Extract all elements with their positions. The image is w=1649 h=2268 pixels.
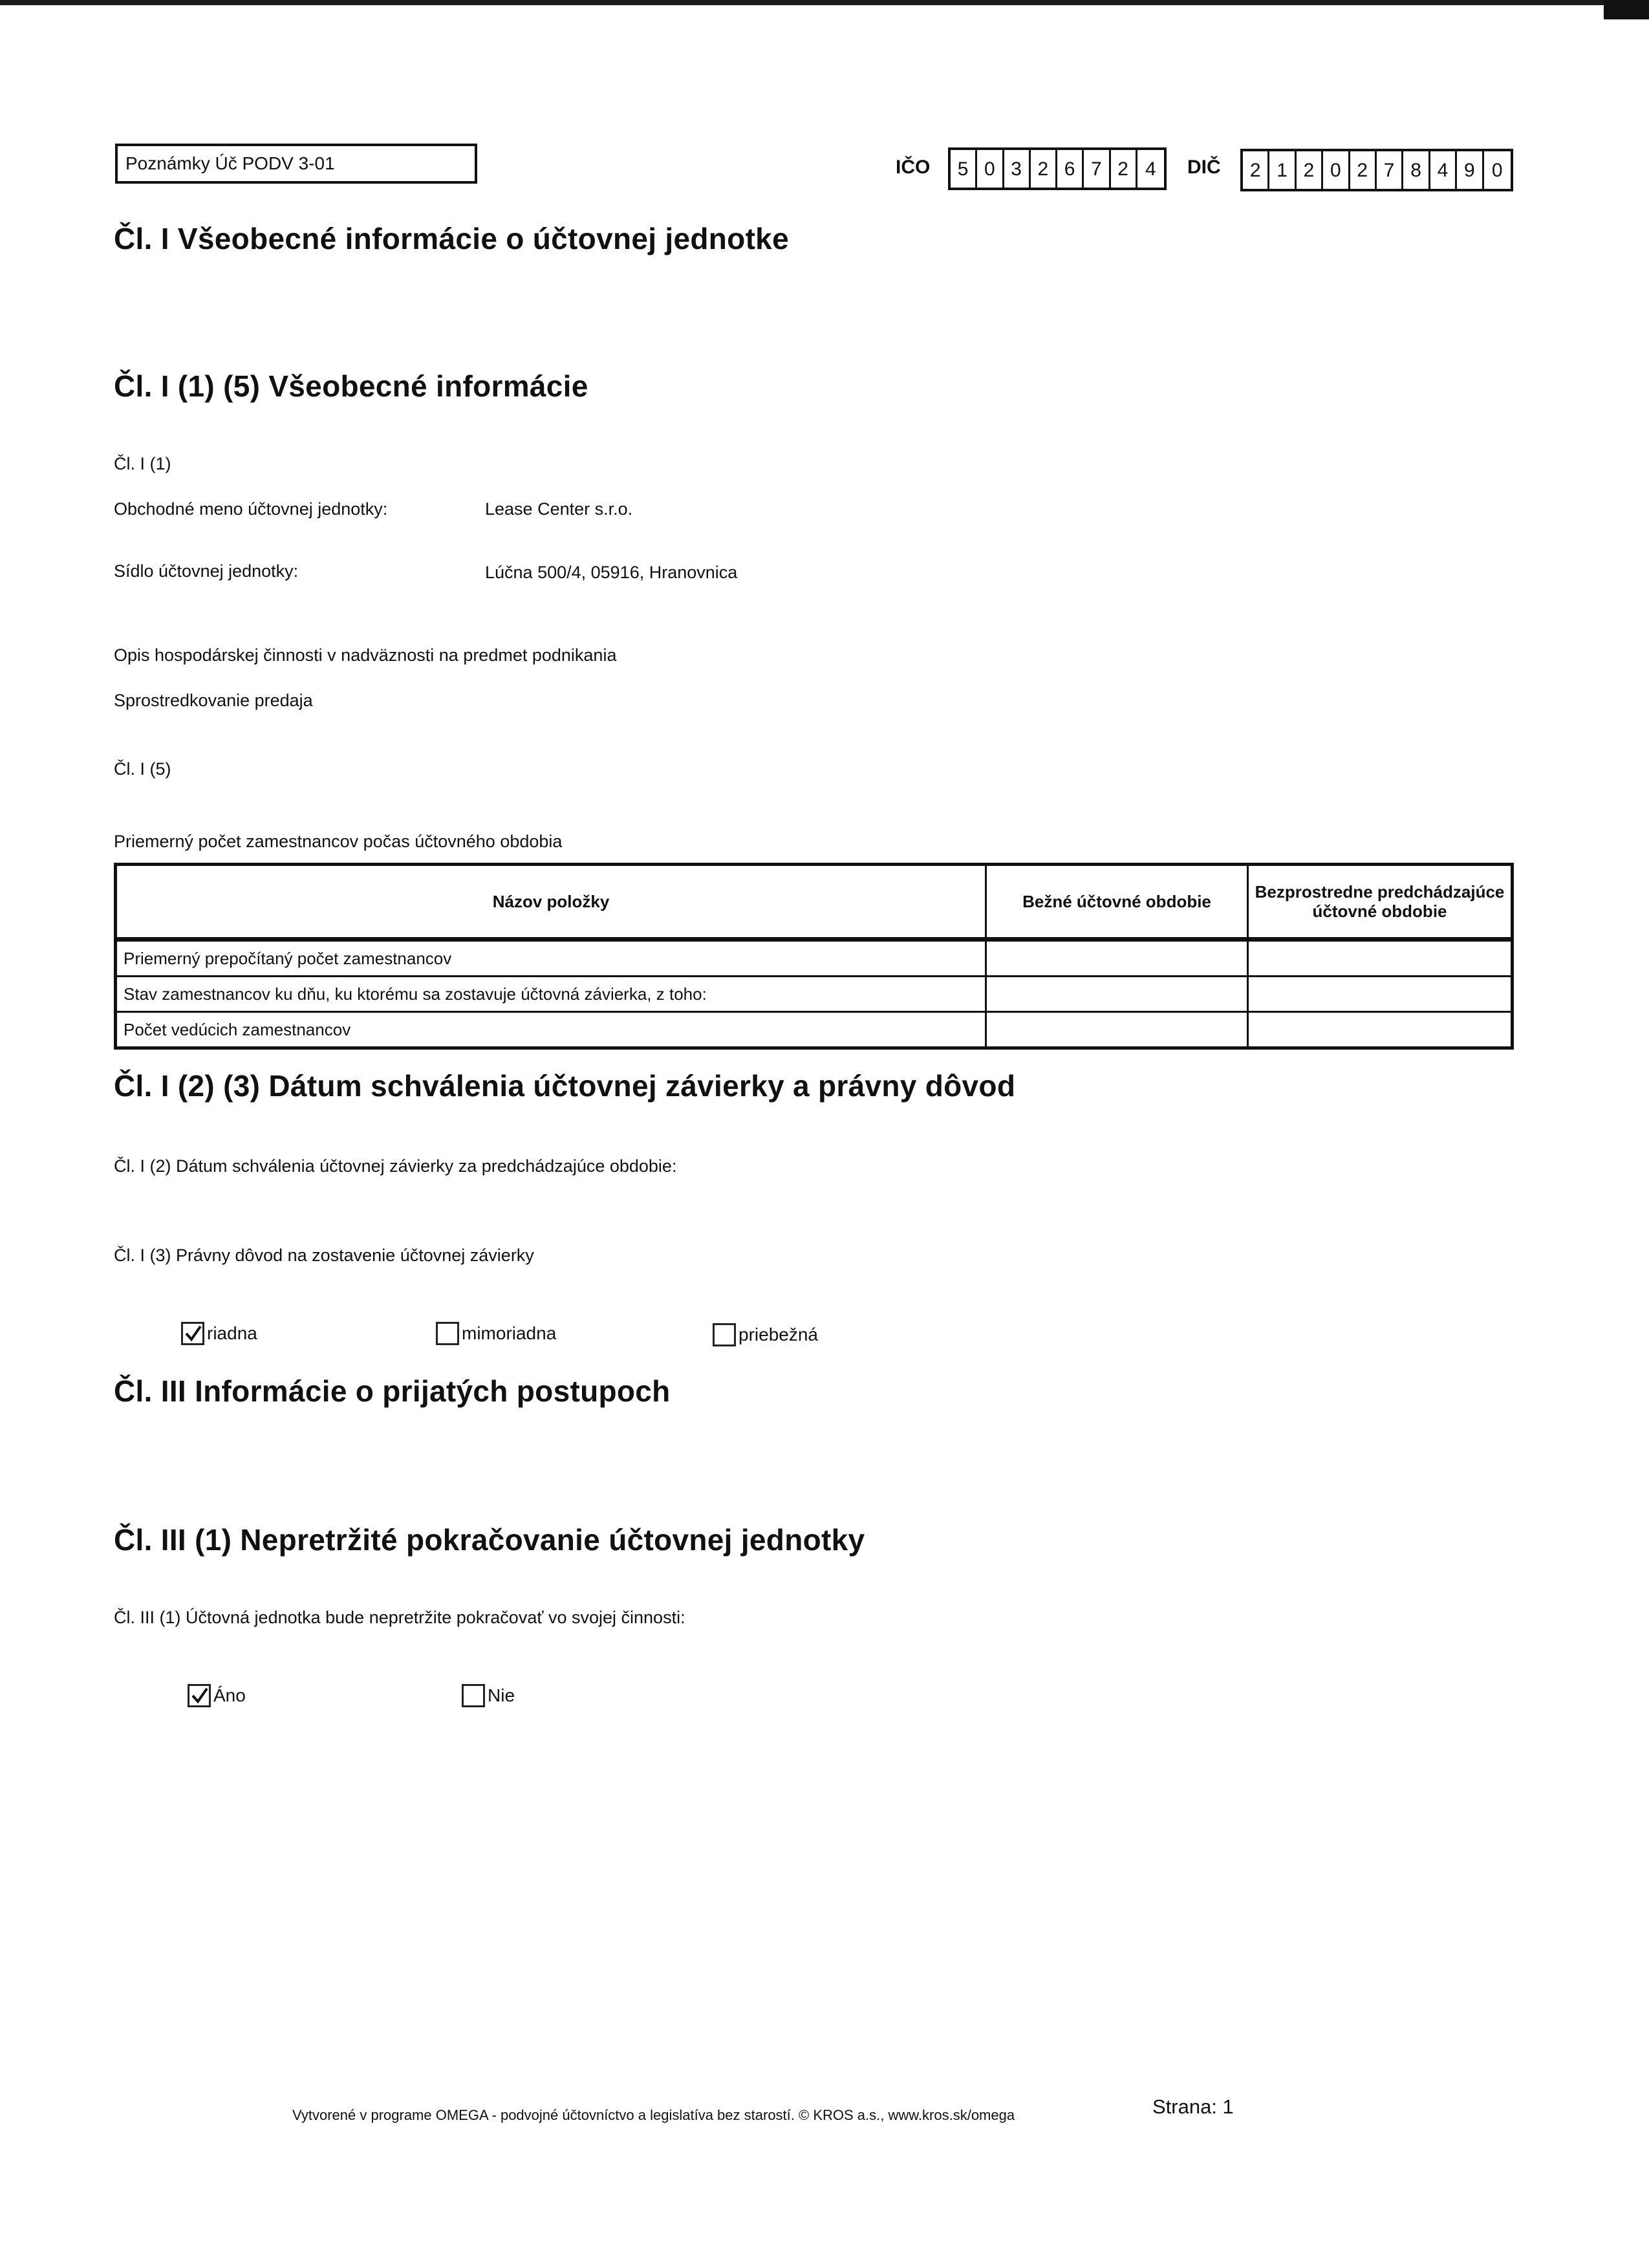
checkbox-label: riadna [207, 1323, 257, 1343]
table-header-row [116, 865, 1513, 940]
ico-digit: 7 [1084, 150, 1110, 188]
form-code-box: Poznámky Úč PODV 3-01 [115, 144, 477, 184]
row-label: Priemerný prepočítaný počet zamestnancov [116, 940, 986, 977]
activity-label: Opis hospodárskej činnosti v nadväznosti na predmet podnikania [114, 645, 617, 665]
approval-date-label: Čl. I (2) Dátum schválenia účtovnej závierky za predchádzajúce obdobie: [114, 1156, 677, 1176]
checkbox-ano[interactable] [188, 1684, 246, 1707]
ico-label: IČO [896, 157, 931, 178]
seat-label: Sídlo účtovnej jednotky: [114, 561, 299, 581]
ico-digit-boxes [948, 147, 1167, 190]
dic-digit: 2 [1350, 151, 1377, 189]
continuity-label: Čl. III (1) Účtovná jednotka bude nepretržite pokračovať vo svojej činnosti: [114, 1608, 685, 1627]
page-number: Strana: 1 [1152, 2095, 1234, 2118]
table-row [116, 940, 1513, 977]
employee-table [114, 863, 1514, 1050]
checkbox-riadna[interactable] [181, 1322, 257, 1345]
checkbox-label: mimoriadna [462, 1323, 557, 1343]
ico-digit: 3 [1004, 150, 1031, 188]
company-name-value: Lease Center s.r.o. [485, 499, 633, 519]
ico-digit: 6 [1057, 150, 1084, 188]
section-2-title: Čl. I (2) (3) Dátum schválenia účtovnej závierky a právny dôvod [114, 1069, 1016, 1103]
ref-cl-i-5: Čl. I (5) [114, 759, 171, 779]
company-name-label: Obchodné meno účtovnej jednotky: [114, 499, 388, 519]
cell-previous [1248, 1012, 1513, 1048]
dic-digit: 8 [1403, 151, 1430, 189]
section-1-title: Čl. I Všeobecné informácie o účtovnej jednotke [114, 222, 789, 255]
dic-digit: 9 [1457, 151, 1483, 189]
table-row [116, 1012, 1513, 1048]
activity-value: Sprostredkovanie predaja [114, 691, 313, 710]
checkbox-mimoriadna[interactable] [436, 1322, 556, 1345]
dic-digit: 7 [1377, 151, 1403, 189]
ico-digit: 5 [951, 150, 977, 188]
checkbox-box[interactable] [188, 1684, 211, 1707]
checkbox-label: Áno [213, 1685, 246, 1705]
section-1-subtitle: Čl. I (1) (5) Všeobecné informácie [114, 369, 588, 403]
checkmark-icon [191, 1687, 209, 1705]
column-header-item: Názov položky [116, 865, 986, 940]
ref-cl-i-1: Čl. I (1) [114, 454, 171, 473]
cell-current [986, 940, 1248, 977]
seat-value: Lúčna 500/4, 05916, Hranovnica [485, 563, 738, 582]
checkbox-box[interactable] [713, 1323, 736, 1346]
dic-digit: 0 [1323, 151, 1350, 189]
ico-digit: 2 [1111, 150, 1137, 188]
checkmark-icon [184, 1324, 202, 1343]
cell-previous [1248, 940, 1513, 977]
column-header-current-period: Bežné účtovné obdobie [986, 865, 1248, 940]
dic-digit-boxes [1240, 149, 1513, 191]
row-label: Stav zamestnancov ku dňu, ku ktorému sa zostavuje účtovná závierka, z toho: [116, 977, 986, 1012]
row-label: Počet vedúcich zamestnancov [116, 1012, 986, 1048]
checkbox-label: priebežná [738, 1324, 818, 1345]
dic-label: DIČ [1187, 157, 1221, 178]
checkbox-priebezna[interactable] [713, 1323, 818, 1346]
legal-reason-label: Čl. I (3) Právny dôvod na zostavenie účtovnej závierky [114, 1246, 534, 1265]
ico-digit: 2 [1031, 150, 1057, 188]
section-3-title: Čl. III Informácie o prijatých postupoch [114, 1374, 671, 1408]
ico-digit: 0 [977, 150, 1004, 188]
dic-digit: 2 [1297, 151, 1323, 189]
table-row [116, 977, 1513, 1012]
scan-edge [0, 0, 1649, 5]
checkbox-nie[interactable] [462, 1684, 515, 1707]
checkbox-box[interactable] [181, 1322, 204, 1345]
section-3-subtitle: Čl. III (1) Nepretržité pokračovanie účtovnej jednotky [114, 1523, 865, 1557]
employees-caption: Priemerný počet zamestnancov počas účtovného obdobia [114, 832, 563, 851]
cell-previous [1248, 977, 1513, 1012]
dic-digit: 1 [1269, 151, 1296, 189]
cell-current [986, 977, 1248, 1012]
column-header-previous-period: Bezprostredne predchádzajúce účtovné obdobie [1248, 865, 1513, 940]
dic-digit: 0 [1491, 160, 1503, 181]
ico-digit: 4 [1145, 158, 1156, 180]
checkbox-box[interactable] [462, 1684, 485, 1707]
scan-corner [1604, 0, 1649, 19]
checkbox-label: Nie [488, 1685, 515, 1705]
dic-digit: 2 [1243, 151, 1269, 189]
dic-digit: 4 [1430, 151, 1457, 189]
checkbox-box[interactable] [436, 1322, 459, 1345]
cell-current [986, 1012, 1248, 1048]
footer-credit: Vytvorené v programe OMEGA - podvojné účtovníctvo a legislatíva bez starostí. © KROS a.s., www.kros.sk/omega [292, 2107, 1015, 2123]
